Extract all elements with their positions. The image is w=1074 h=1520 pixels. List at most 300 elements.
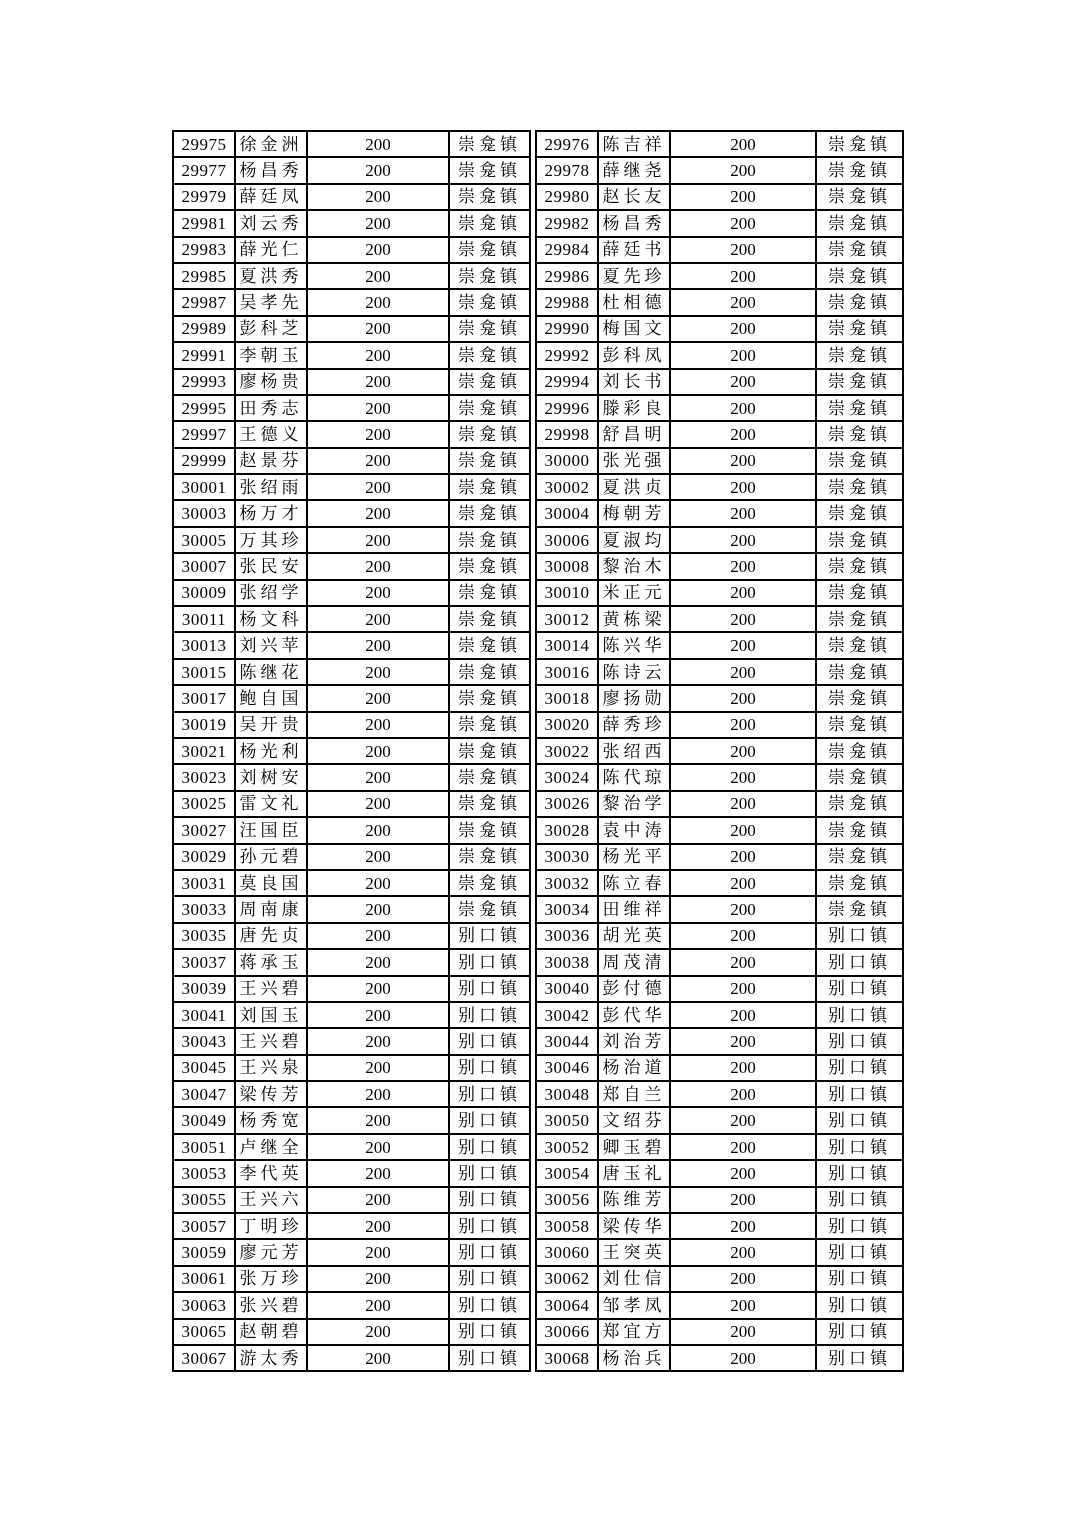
- record-id-cell: 30020: [536, 712, 598, 738]
- town-cell: 崇龛镇: [816, 527, 903, 553]
- record-id-cell: 29992: [536, 342, 598, 368]
- table-row: [536, 1345, 903, 1371]
- person-name-cell: 唐先贞: [235, 923, 307, 949]
- table-row: [536, 976, 903, 1002]
- table-row: [536, 1319, 903, 1345]
- town-cell: 崇龛镇: [449, 210, 530, 236]
- amount-cell: 200: [307, 580, 449, 606]
- roster-table-container: [172, 130, 904, 1372]
- amount-cell: 200: [670, 131, 816, 157]
- table-row: [536, 527, 903, 553]
- town-cell: 别口镇: [449, 976, 530, 1002]
- person-name-cell: 米正元: [598, 580, 670, 606]
- table-row: [173, 1081, 530, 1107]
- town-cell: 别口镇: [816, 923, 903, 949]
- record-id-cell: 29989: [173, 316, 235, 342]
- town-cell: 别口镇: [449, 1345, 530, 1371]
- record-id-cell: 29991: [173, 342, 235, 368]
- record-id-cell: 30049: [173, 1107, 235, 1133]
- town-cell: 别口镇: [816, 1239, 903, 1265]
- table-row: [536, 791, 903, 817]
- town-cell: 别口镇: [449, 1134, 530, 1160]
- person-name-cell: 张绍西: [598, 738, 670, 764]
- town-cell: 崇龛镇: [449, 580, 530, 606]
- person-name-cell: 夏先珍: [598, 263, 670, 289]
- amount-cell: 200: [307, 237, 449, 263]
- amount-cell: 200: [670, 923, 816, 949]
- table-row: [173, 1107, 530, 1133]
- person-name-cell: 孙元碧: [235, 844, 307, 870]
- person-name-cell: 汪国臣: [235, 817, 307, 843]
- person-name-cell: 薛秀珍: [598, 712, 670, 738]
- town-cell: 崇龛镇: [449, 421, 530, 447]
- person-name-cell: 王德义: [235, 421, 307, 447]
- person-name-cell: 雷文礼: [235, 791, 307, 817]
- amount-cell: 200: [307, 896, 449, 922]
- person-name-cell: 陈继花: [235, 659, 307, 685]
- town-cell: 别口镇: [449, 1213, 530, 1239]
- person-name-cell: 彭科凤: [598, 342, 670, 368]
- town-cell: 崇龛镇: [449, 237, 530, 263]
- person-name-cell: 梅国文: [598, 316, 670, 342]
- person-name-cell: 张兴碧: [235, 1292, 307, 1318]
- record-id-cell: 29976: [536, 131, 598, 157]
- person-name-cell: 杨昌秀: [598, 210, 670, 236]
- person-name-cell: 杨秀宽: [235, 1107, 307, 1133]
- town-cell: 崇龛镇: [449, 395, 530, 421]
- table-row: [173, 263, 530, 289]
- town-cell: 崇龛镇: [449, 131, 530, 157]
- record-id-cell: 30034: [536, 896, 598, 922]
- record-id-cell: 30002: [536, 474, 598, 500]
- person-name-cell: 滕彩良: [598, 395, 670, 421]
- town-cell: 崇龛镇: [449, 738, 530, 764]
- record-id-cell: 30057: [173, 1213, 235, 1239]
- table-row: [173, 712, 530, 738]
- town-cell: 别口镇: [816, 1107, 903, 1133]
- town-cell: 别口镇: [449, 923, 530, 949]
- record-id-cell: 30024: [536, 764, 598, 790]
- person-name-cell: 万其珍: [235, 527, 307, 553]
- town-cell: 崇龛镇: [816, 263, 903, 289]
- person-name-cell: 夏洪贞: [598, 474, 670, 500]
- record-id-cell: 29998: [536, 421, 598, 447]
- amount-cell: 200: [307, 1213, 449, 1239]
- person-name-cell: 赵长友: [598, 184, 670, 210]
- table-row: [173, 157, 530, 183]
- table-row: [173, 131, 530, 157]
- record-id-cell: 29997: [173, 421, 235, 447]
- person-name-cell: 刘长书: [598, 369, 670, 395]
- person-name-cell: 陈维芳: [598, 1187, 670, 1213]
- record-id-cell: 30067: [173, 1345, 235, 1371]
- person-name-cell: 李朝玉: [235, 342, 307, 368]
- person-name-cell: 夏淑均: [598, 527, 670, 553]
- record-id-cell: 30038: [536, 949, 598, 975]
- record-id-cell: 30035: [173, 923, 235, 949]
- record-id-cell: 30016: [536, 659, 598, 685]
- town-cell: 别口镇: [449, 949, 530, 975]
- person-name-cell: 廖元芳: [235, 1239, 307, 1265]
- record-id-cell: 29978: [536, 157, 598, 183]
- town-cell: 崇龛镇: [816, 237, 903, 263]
- amount-cell: 200: [307, 263, 449, 289]
- table-row: [536, 659, 903, 685]
- town-cell: 崇龛镇: [816, 738, 903, 764]
- person-name-cell: 刘仕信: [598, 1266, 670, 1292]
- town-cell: 别口镇: [449, 1266, 530, 1292]
- amount-cell: 200: [307, 738, 449, 764]
- amount-cell: 200: [307, 1266, 449, 1292]
- town-cell: 崇龛镇: [816, 289, 903, 315]
- record-id-cell: 30012: [536, 606, 598, 632]
- amount-cell: 200: [670, 1187, 816, 1213]
- town-cell: 崇龛镇: [816, 210, 903, 236]
- table-row: [173, 1134, 530, 1160]
- record-id-cell: 30025: [173, 791, 235, 817]
- person-name-cell: 卢继全: [235, 1134, 307, 1160]
- table-row: [536, 949, 903, 975]
- town-cell: 崇龛镇: [449, 764, 530, 790]
- town-cell: 别口镇: [816, 1134, 903, 1160]
- person-name-cell: 张民安: [235, 553, 307, 579]
- amount-cell: 200: [307, 1134, 449, 1160]
- person-name-cell: 邹孝凤: [598, 1292, 670, 1318]
- table-row: [536, 1213, 903, 1239]
- amount-cell: 200: [307, 157, 449, 183]
- record-id-cell: 30008: [536, 553, 598, 579]
- amount-cell: 200: [670, 237, 816, 263]
- person-name-cell: 黎治学: [598, 791, 670, 817]
- person-name-cell: 蒋承玉: [235, 949, 307, 975]
- table-row: [536, 474, 903, 500]
- town-cell: 崇龛镇: [449, 817, 530, 843]
- person-name-cell: 廖杨贵: [235, 369, 307, 395]
- amount-cell: 200: [307, 184, 449, 210]
- record-id-cell: 30030: [536, 844, 598, 870]
- person-name-cell: 田秀志: [235, 395, 307, 421]
- town-cell: 崇龛镇: [449, 896, 530, 922]
- amount-cell: 200: [307, 1239, 449, 1265]
- record-id-cell: 30041: [173, 1002, 235, 1028]
- table-row: [173, 738, 530, 764]
- town-cell: 崇龛镇: [449, 157, 530, 183]
- town-cell: 崇龛镇: [449, 316, 530, 342]
- table-row: [173, 896, 530, 922]
- amount-cell: 200: [307, 1187, 449, 1213]
- town-cell: 别口镇: [816, 1002, 903, 1028]
- record-id-cell: 29990: [536, 316, 598, 342]
- record-id-cell: 30032: [536, 870, 598, 896]
- person-name-cell: 张光强: [598, 448, 670, 474]
- table-row: [536, 395, 903, 421]
- record-id-cell: 29984: [536, 237, 598, 263]
- amount-cell: 200: [307, 1160, 449, 1186]
- record-id-cell: 29986: [536, 263, 598, 289]
- table-row: [536, 580, 903, 606]
- town-cell: 崇龛镇: [449, 342, 530, 368]
- person-name-cell: 田维祥: [598, 896, 670, 922]
- record-id-cell: 30033: [173, 896, 235, 922]
- record-id-cell: 30050: [536, 1107, 598, 1133]
- amount-cell: 200: [670, 1266, 816, 1292]
- amount-cell: 200: [307, 1028, 449, 1054]
- person-name-cell: 唐玉礼: [598, 1160, 670, 1186]
- record-id-cell: 30065: [173, 1319, 235, 1345]
- table-row: [173, 1055, 530, 1081]
- record-id-cell: 30047: [173, 1081, 235, 1107]
- person-name-cell: 游太秀: [235, 1345, 307, 1371]
- record-id-cell: 30064: [536, 1292, 598, 1318]
- table-row: [536, 369, 903, 395]
- amount-cell: 200: [307, 1081, 449, 1107]
- record-id-cell: 30007: [173, 553, 235, 579]
- roster-table-right: [535, 130, 904, 1372]
- record-id-cell: 29996: [536, 395, 598, 421]
- table-row: [536, 1292, 903, 1318]
- record-id-cell: 29988: [536, 289, 598, 315]
- amount-cell: 200: [670, 184, 816, 210]
- record-id-cell: 29987: [173, 289, 235, 315]
- amount-cell: 200: [307, 1107, 449, 1133]
- amount-cell: 200: [670, 421, 816, 447]
- town-cell: 别口镇: [816, 1213, 903, 1239]
- table-row: [536, 210, 903, 236]
- amount-cell: 200: [307, 791, 449, 817]
- record-id-cell: 30052: [536, 1134, 598, 1160]
- town-cell: 崇龛镇: [449, 659, 530, 685]
- record-id-cell: 30000: [536, 448, 598, 474]
- person-name-cell: 丁明珍: [235, 1213, 307, 1239]
- table-row: [536, 421, 903, 447]
- town-cell: 别口镇: [449, 1055, 530, 1081]
- town-cell: 别口镇: [816, 1266, 903, 1292]
- record-id-cell: 30031: [173, 870, 235, 896]
- amount-cell: 200: [670, 500, 816, 526]
- amount-cell: 200: [670, 369, 816, 395]
- amount-cell: 200: [307, 1002, 449, 1028]
- amount-cell: 200: [307, 1055, 449, 1081]
- record-id-cell: 30044: [536, 1028, 598, 1054]
- amount-cell: 200: [670, 448, 816, 474]
- town-cell: 别口镇: [449, 1187, 530, 1213]
- amount-cell: 200: [670, 976, 816, 1002]
- town-cell: 别口镇: [816, 1319, 903, 1345]
- person-name-cell: 鲍自国: [235, 685, 307, 711]
- town-cell: 崇龛镇: [816, 764, 903, 790]
- table-row: [173, 870, 530, 896]
- person-name-cell: 徐金洲: [235, 131, 307, 157]
- town-cell: 崇龛镇: [816, 184, 903, 210]
- town-cell: 别口镇: [449, 1239, 530, 1265]
- amount-cell: 200: [670, 580, 816, 606]
- record-id-cell: 30017: [173, 685, 235, 711]
- amount-cell: 200: [307, 210, 449, 236]
- table-row: [536, 870, 903, 896]
- table-row: [173, 1345, 530, 1371]
- person-name-cell: 张万珍: [235, 1266, 307, 1292]
- table-row: [536, 1002, 903, 1028]
- amount-cell: 200: [307, 685, 449, 711]
- town-cell: 崇龛镇: [816, 474, 903, 500]
- record-id-cell: 29999: [173, 448, 235, 474]
- record-id-cell: 30060: [536, 1239, 598, 1265]
- record-id-cell: 30022: [536, 738, 598, 764]
- town-cell: 崇龛镇: [816, 896, 903, 922]
- town-cell: 崇龛镇: [816, 712, 903, 738]
- record-id-cell: 30043: [173, 1028, 235, 1054]
- table-row: [173, 791, 530, 817]
- town-cell: 崇龛镇: [816, 316, 903, 342]
- record-id-cell: 30001: [173, 474, 235, 500]
- town-cell: 崇龛镇: [816, 844, 903, 870]
- person-name-cell: 刘国玉: [235, 1002, 307, 1028]
- town-cell: 崇龛镇: [449, 632, 530, 658]
- record-id-cell: 30055: [173, 1187, 235, 1213]
- record-id-cell: 29982: [536, 210, 598, 236]
- town-cell: 崇龛镇: [449, 263, 530, 289]
- town-cell: 别口镇: [449, 1160, 530, 1186]
- town-cell: 别口镇: [816, 976, 903, 1002]
- town-cell: 崇龛镇: [449, 870, 530, 896]
- town-cell: 崇龛镇: [449, 712, 530, 738]
- person-name-cell: 黄栋梁: [598, 606, 670, 632]
- table-row: [173, 369, 530, 395]
- amount-cell: 200: [670, 210, 816, 236]
- table-row: [536, 632, 903, 658]
- table-row: [173, 421, 530, 447]
- amount-cell: 200: [307, 817, 449, 843]
- amount-cell: 200: [670, 844, 816, 870]
- amount-cell: 200: [670, 157, 816, 183]
- table-row: [536, 289, 903, 315]
- record-id-cell: 30045: [173, 1055, 235, 1081]
- person-name-cell: 杨万才: [235, 500, 307, 526]
- town-cell: 崇龛镇: [816, 421, 903, 447]
- town-cell: 崇龛镇: [816, 448, 903, 474]
- person-name-cell: 薛廷书: [598, 237, 670, 263]
- town-cell: 崇龛镇: [449, 553, 530, 579]
- town-cell: 别口镇: [816, 1345, 903, 1371]
- amount-cell: 200: [307, 369, 449, 395]
- amount-cell: 200: [307, 844, 449, 870]
- person-name-cell: 莫良国: [235, 870, 307, 896]
- amount-cell: 200: [307, 1292, 449, 1318]
- person-name-cell: 杨文科: [235, 606, 307, 632]
- person-name-cell: 胡光英: [598, 923, 670, 949]
- table-row: [536, 342, 903, 368]
- table-row: [536, 500, 903, 526]
- person-name-cell: 卿玉碧: [598, 1134, 670, 1160]
- person-name-cell: 陈诗云: [598, 659, 670, 685]
- person-name-cell: 陈兴华: [598, 632, 670, 658]
- person-name-cell: 赵景芬: [235, 448, 307, 474]
- person-name-cell: 舒昌明: [598, 421, 670, 447]
- table-row: [173, 1213, 530, 1239]
- table-row: [536, 316, 903, 342]
- amount-cell: 200: [670, 527, 816, 553]
- town-cell: 崇龛镇: [449, 184, 530, 210]
- town-cell: 别口镇: [449, 1107, 530, 1133]
- amount-cell: 200: [670, 1239, 816, 1265]
- town-cell: 崇龛镇: [816, 791, 903, 817]
- town-cell: 崇龛镇: [816, 553, 903, 579]
- amount-cell: 200: [670, 685, 816, 711]
- amount-cell: 200: [670, 870, 816, 896]
- table-row: [173, 764, 530, 790]
- record-id-cell: 30068: [536, 1345, 598, 1371]
- amount-cell: 200: [670, 712, 816, 738]
- town-cell: 崇龛镇: [449, 289, 530, 315]
- person-name-cell: 彭付德: [598, 976, 670, 1002]
- record-id-cell: 30039: [173, 976, 235, 1002]
- town-cell: 崇龛镇: [816, 685, 903, 711]
- amount-cell: 200: [307, 289, 449, 315]
- table-row: [536, 448, 903, 474]
- person-name-cell: 陈代琼: [598, 764, 670, 790]
- person-name-cell: 张绍学: [235, 580, 307, 606]
- person-name-cell: 梅朝芳: [598, 500, 670, 526]
- person-name-cell: 杨昌秀: [235, 157, 307, 183]
- town-cell: 别口镇: [816, 949, 903, 975]
- person-name-cell: 张绍雨: [235, 474, 307, 500]
- table-row: [173, 553, 530, 579]
- table-row: [536, 1266, 903, 1292]
- person-name-cell: 王突英: [598, 1239, 670, 1265]
- person-name-cell: 梁传芳: [235, 1081, 307, 1107]
- table-row: [173, 448, 530, 474]
- record-id-cell: 30062: [536, 1266, 598, 1292]
- table-row: [536, 1107, 903, 1133]
- table-row: [173, 1266, 530, 1292]
- town-cell: 崇龛镇: [449, 606, 530, 632]
- record-id-cell: 30054: [536, 1160, 598, 1186]
- town-cell: 别口镇: [816, 1055, 903, 1081]
- table-row: [173, 527, 530, 553]
- amount-cell: 200: [670, 1292, 816, 1318]
- table-row: [173, 1160, 530, 1186]
- table-row: [173, 923, 530, 949]
- person-name-cell: 杨光利: [235, 738, 307, 764]
- town-cell: 崇龛镇: [449, 500, 530, 526]
- person-name-cell: 陈立春: [598, 870, 670, 896]
- record-id-cell: 30056: [536, 1187, 598, 1213]
- record-id-cell: 30023: [173, 764, 235, 790]
- person-name-cell: 郑自兰: [598, 1081, 670, 1107]
- record-id-cell: 30042: [536, 1002, 598, 1028]
- amount-cell: 200: [670, 316, 816, 342]
- table-row: [173, 976, 530, 1002]
- table-row: [536, 764, 903, 790]
- table-row: [173, 844, 530, 870]
- person-name-cell: 刘树安: [235, 764, 307, 790]
- person-name-cell: 王兴六: [235, 1187, 307, 1213]
- amount-cell: 200: [307, 976, 449, 1002]
- record-id-cell: 30010: [536, 580, 598, 606]
- town-cell: 崇龛镇: [816, 342, 903, 368]
- record-id-cell: 29980: [536, 184, 598, 210]
- table-row: [173, 949, 530, 975]
- table-row: [536, 896, 903, 922]
- person-name-cell: 郑宜方: [598, 1319, 670, 1345]
- record-id-cell: 30040: [536, 976, 598, 1002]
- town-cell: 崇龛镇: [816, 157, 903, 183]
- amount-cell: 200: [670, 1028, 816, 1054]
- table-row: [173, 1187, 530, 1213]
- amount-cell: 200: [670, 764, 816, 790]
- table-row: [536, 157, 903, 183]
- person-name-cell: 刘云秀: [235, 210, 307, 236]
